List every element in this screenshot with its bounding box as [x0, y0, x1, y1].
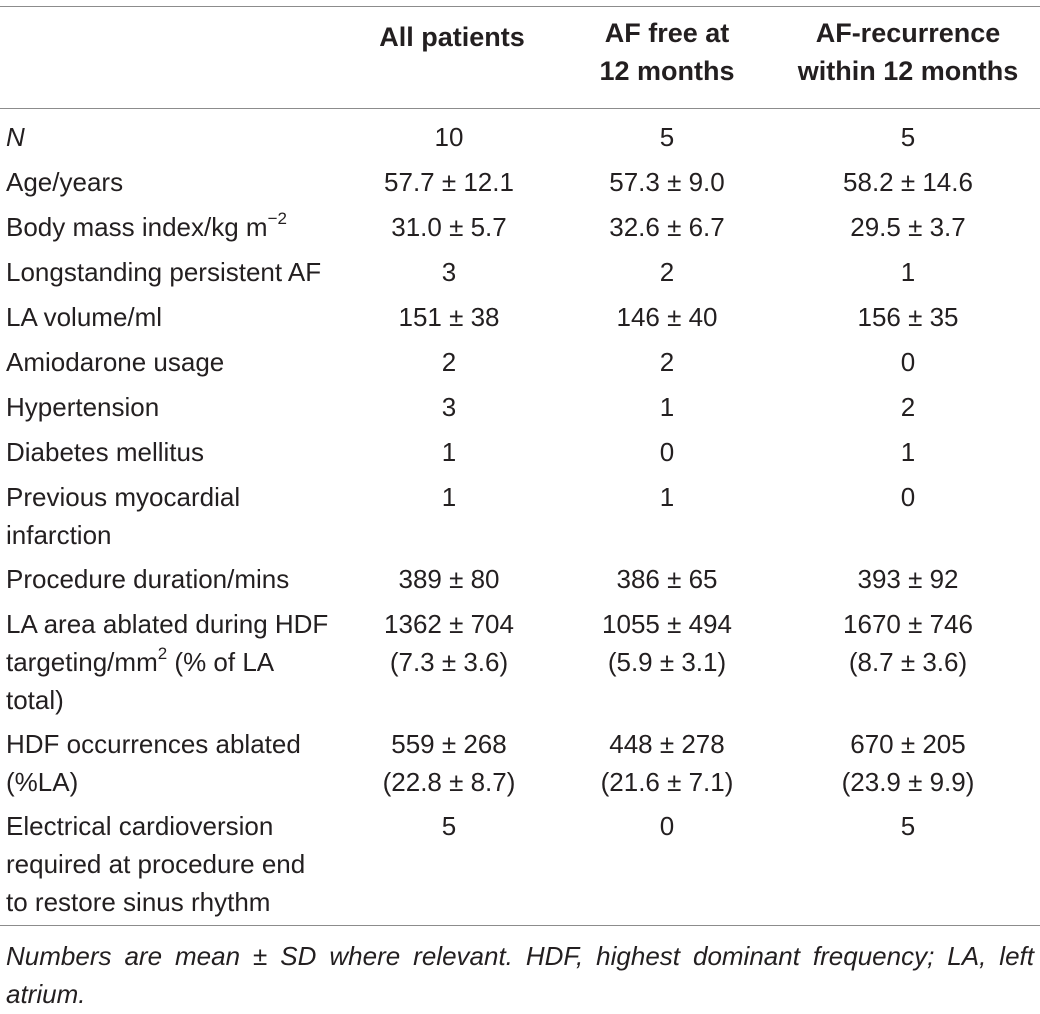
cell-all-patients: 2: [441, 347, 457, 377]
row-label: Longstanding persistent AF: [6, 257, 322, 287]
cell-all-patients: 1362 ± 704 (7.3 ± 3.6): [384, 609, 514, 677]
cell-all-patients: 57.7 ± 12.1: [384, 167, 514, 197]
row-label: Electrical cardioversion required at procedure end to restore sinus rhythm: [6, 811, 306, 917]
column-header-af-recurrence: AF-recurrence within 12 months: [797, 18, 1019, 86]
row-label: N: [6, 122, 25, 152]
cell-all-patients: 1: [441, 482, 457, 512]
table-row: [0, 253, 1040, 298]
table-row: [0, 807, 1040, 927]
row-label: Age/years: [6, 167, 124, 197]
cell-af-free: 1055 ± 494 (5.9 ± 3.1): [602, 609, 732, 677]
table-row: [0, 433, 1040, 478]
cell-all-patients: 1: [441, 437, 457, 467]
table-body: [0, 118, 1040, 927]
row-label: LA volume/ml: [6, 302, 163, 332]
cell-af-free: 386 ± 65: [616, 564, 718, 594]
cell-af-recurrence: 1670 ± 746 (8.7 ± 3.6): [843, 609, 973, 677]
table-bottom-rule: [0, 925, 1040, 926]
cell-af-recurrence: 5: [900, 811, 916, 841]
table-row: [0, 388, 1040, 433]
table-row: [0, 208, 1040, 253]
table-row: [0, 343, 1040, 388]
cell-all-patients: 10: [434, 122, 464, 152]
row-label: Procedure duration/mins: [6, 564, 290, 594]
table-top-rule: [0, 6, 1040, 7]
cell-af-free: 2: [659, 257, 675, 287]
cell-all-patients: 5: [441, 811, 457, 841]
cell-af-free: 1: [659, 482, 675, 512]
cell-af-recurrence: 2: [900, 392, 916, 422]
cell-af-free: 5: [659, 122, 675, 152]
cell-af-recurrence: 1: [900, 257, 916, 287]
cell-all-patients: 389 ± 80: [398, 564, 500, 594]
cell-af-recurrence: 58.2 ± 14.6: [843, 167, 973, 197]
cell-af-recurrence: 5: [900, 122, 916, 152]
table-row: [0, 118, 1040, 163]
row-label: HDF occurrences ablated (%LA): [6, 729, 301, 797]
cell-af-free: 0: [659, 811, 675, 841]
cell-af-free: 1: [659, 392, 675, 422]
table-footnote: Numbers are mean ± SD where relevant. HDF, highest dominant frequency; LA, left atrium.: [6, 941, 1034, 1009]
cell-af-recurrence: 670 ± 205 (23.9 ± 9.9): [841, 729, 975, 797]
row-label: Body mass index/kg $m^{-2}$: [6, 209, 287, 242]
cell-af-free: 2: [659, 347, 675, 377]
cell-all-patients: 31.0 ± 5.7: [391, 212, 507, 242]
table-row: [0, 725, 1040, 807]
cell-all-patients: 3: [441, 257, 457, 287]
table-row: [0, 560, 1040, 605]
cell-all-patients: 151 ± 38: [398, 302, 500, 332]
cell-af-free: 146 ± 40: [616, 302, 718, 332]
cell-all-patients: 559 ± 268 (22.8 ± 8.7): [382, 729, 516, 797]
column-header-all-patients: All patients: [379, 22, 525, 52]
column-header-af-free: AF free at 12 months: [599, 18, 735, 86]
table-row: [0, 478, 1040, 560]
cell-af-free: 57.3 ± 9.0: [609, 167, 725, 197]
header-rule: [0, 108, 1040, 109]
cell-af-free: 0: [659, 437, 675, 467]
cell-af-recurrence: 156 ± 35: [857, 302, 959, 332]
cell-af-recurrence: 0: [900, 347, 916, 377]
table-row: [0, 298, 1040, 343]
cell-all-patients: 3: [441, 392, 457, 422]
row-label: Diabetes mellitus: [6, 437, 204, 467]
cell-af-recurrence: 393 ± 92: [857, 564, 959, 594]
row-label: Previous myocardial infarction: [6, 482, 241, 550]
cell-af-recurrence: 0: [900, 482, 916, 512]
cell-af-free: 448 ± 278 (21.6 ± 7.1): [600, 729, 734, 797]
cell-af-recurrence: 1: [900, 437, 916, 467]
row-label: Hypertension: [6, 392, 160, 422]
row-label: Amiodarone usage: [6, 347, 225, 377]
table-row: [0, 163, 1040, 208]
row-label: LA area ablated during HDF targeting/$mm^2$ (% of LA total): [6, 609, 329, 715]
cell-af-recurrence: 29.5 ± 3.7: [850, 212, 966, 242]
cell-af-free: 32.6 ± 6.7: [609, 212, 725, 242]
table-row: [0, 605, 1040, 725]
